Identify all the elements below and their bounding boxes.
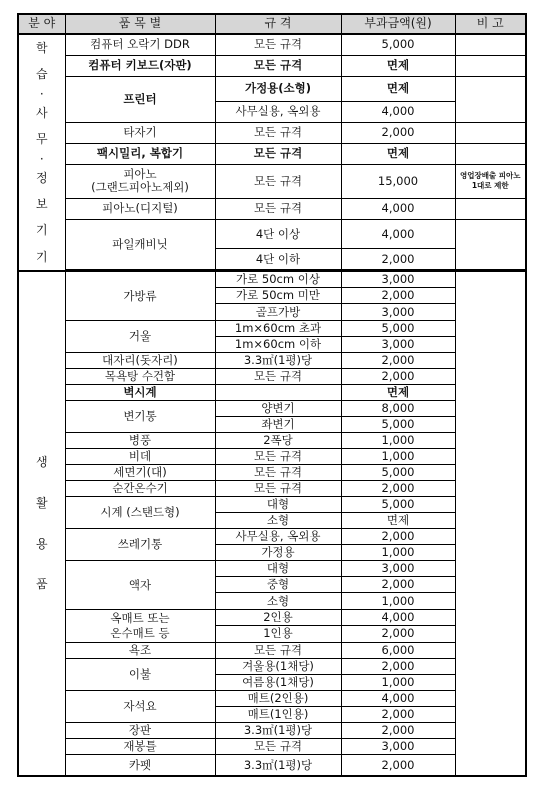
header-item: 품 목 별 (65, 14, 215, 34)
spec-cell: 모든 규격 (215, 55, 341, 76)
spec-cell: 좌변기 (215, 416, 341, 432)
spec-cell: 가로 50cm 미만 (215, 287, 341, 304)
amount-cell: 3,000 (341, 336, 455, 352)
spec-cell: 모든 규격 (215, 198, 341, 219)
note-cell (455, 122, 526, 143)
item-cell: 목욕탕 수건함 (65, 368, 215, 384)
amount-cell: 면제 (341, 55, 455, 76)
item-cell: 컴퓨터 오락기 DDR (65, 34, 215, 55)
spec-cell: 가정용(소형) (215, 76, 341, 101)
amount-cell: 2,000 (341, 287, 455, 304)
spec-cell: 가로 50cm 이상 (215, 271, 341, 287)
amount-cell: 4,000 (341, 198, 455, 219)
spec-cell: 사무실용, 옥외용 (215, 101, 341, 122)
amount-cell: 면제 (341, 76, 455, 101)
spec-cell: 모든 규격 (215, 448, 341, 464)
amount-cell: 4,000 (341, 690, 455, 706)
spec-cell: 모든 규격 (215, 164, 341, 198)
amount-cell: 5,000 (341, 34, 455, 55)
amount-cell: 5,000 (341, 496, 455, 512)
item-cell: 피아노 (그랜드피아노제외) (65, 164, 215, 198)
fee-table-container (17, 13, 525, 777)
item-cell: 타자기 (65, 122, 215, 143)
item-cell: 병풍 (65, 432, 215, 448)
amount-cell: 면제 (341, 384, 455, 400)
note-cell (455, 219, 526, 270)
item-cell: 액자 (65, 560, 215, 609)
amount-cell: 2,000 (341, 352, 455, 368)
amount-cell: 1,000 (341, 448, 455, 464)
item-cell: 대자리(돗자리) (65, 352, 215, 368)
item-cell: 이불 (65, 658, 215, 690)
spec-cell: 대형 (215, 560, 341, 576)
amount-cell: 2,000 (341, 722, 455, 738)
amount-cell: 2,000 (341, 658, 455, 674)
spec-cell: 매트(2인용) (215, 690, 341, 706)
amount-cell: 6,000 (341, 642, 455, 658)
note-cell (455, 76, 526, 122)
note-cell (455, 198, 526, 219)
note-cell (455, 55, 526, 76)
item-cell: 컴퓨터 키보드(자판) (65, 55, 215, 76)
item-cell: 쓰레기통 (65, 528, 215, 560)
spec-cell: 모든 규격 (215, 738, 341, 754)
field-household-goods: 생 활 용 품 (18, 271, 65, 776)
amount-cell: 1,000 (341, 593, 455, 610)
note-cell: 영업장배출 피아노 1대로 제한 (455, 164, 526, 198)
item-cell: 카펫 (65, 754, 215, 776)
amount-cell: 5,000 (341, 320, 455, 336)
amount-cell: 2,000 (341, 576, 455, 593)
item-cell: 거울 (65, 320, 215, 352)
note-cell (455, 271, 526, 776)
item-cell: 파일캐비닛 (65, 219, 215, 270)
spec-cell: 골프가방 (215, 304, 341, 321)
spec-cell: 겨울용(1채당) (215, 658, 341, 674)
amount-cell: 3,000 (341, 271, 455, 287)
spec-cell: 사무실용, 옥외용 (215, 528, 341, 544)
item-cell: 프린터 (65, 76, 215, 122)
amount-cell: 1,000 (341, 544, 455, 560)
note-cell (455, 143, 526, 164)
spec-cell: 2인용 (215, 610, 341, 626)
spec-cell: 가정용 (215, 544, 341, 560)
header-amount: 부과금액(원) (341, 14, 455, 34)
amount-cell: 1,000 (341, 432, 455, 448)
spec-cell: 3.3㎡(1평)당 (215, 352, 341, 368)
spec-cell: 모든 규격 (215, 480, 341, 496)
spec-cell: 모든 규격 (215, 122, 341, 143)
spec-cell: 양변기 (215, 400, 341, 416)
spec-cell: 3.3㎡(1평)당 (215, 754, 341, 776)
item-cell: 순간온수기 (65, 480, 215, 496)
spec-cell: 4단 이상 (215, 219, 341, 249)
spec-cell: 4단 이하 (215, 249, 341, 270)
header-note: 비 고 (455, 14, 526, 34)
spec-cell: 2폭당 (215, 432, 341, 448)
spec-cell (215, 384, 341, 400)
header-field: 분 야 (18, 14, 65, 34)
spec-cell: 중형 (215, 576, 341, 593)
fee-table (17, 13, 527, 777)
spec-cell: 모든 규격 (215, 368, 341, 384)
item-cell: 욕조 (65, 642, 215, 658)
spec-cell: 여름용(1채당) (215, 674, 341, 690)
spec-cell: 매트(1인용) (215, 706, 341, 722)
item-cell: 자석요 (65, 690, 215, 722)
amount-cell: 5,000 (341, 464, 455, 480)
amount-cell: 2,000 (341, 626, 455, 643)
amount-cell: 2,000 (341, 122, 455, 143)
amount-cell: 면제 (341, 143, 455, 164)
amount-cell: 3,000 (341, 560, 455, 576)
item-cell: 장판 (65, 722, 215, 738)
field-study-office: 학 습 · 사 무 · 정 보 기 기 (18, 34, 65, 271)
amount-cell: 2,000 (341, 480, 455, 496)
amount-cell: 면제 (341, 512, 455, 528)
spec-cell: 모든 규격 (215, 464, 341, 480)
item-cell: 피아노(디지털) (65, 198, 215, 219)
item-cell: 벽시계 (65, 384, 215, 400)
amount-cell: 2,000 (341, 754, 455, 776)
header-spec: 규 격 (215, 14, 341, 34)
note-cell (455, 34, 526, 55)
amount-cell: 2,000 (341, 368, 455, 384)
spec-cell: 대형 (215, 496, 341, 512)
amount-cell: 4,000 (341, 610, 455, 626)
item-cell: 시계 (스탠드형) (65, 496, 215, 528)
amount-cell: 3,000 (341, 738, 455, 754)
spec-cell: 모든 규격 (215, 642, 341, 658)
amount-cell: 4,000 (341, 219, 455, 249)
amount-cell: 1,000 (341, 674, 455, 690)
spec-cell: 소형 (215, 512, 341, 528)
item-cell: 세면기(대) (65, 464, 215, 480)
item-cell: 비데 (65, 448, 215, 464)
spec-cell: 3.3㎡(1평)당 (215, 722, 341, 738)
item-cell: 팩시밀리, 복합기 (65, 143, 215, 164)
spec-cell: 1m×60cm 이하 (215, 336, 341, 352)
amount-cell: 3,000 (341, 304, 455, 321)
amount-cell: 2,000 (341, 706, 455, 722)
amount-cell: 8,000 (341, 400, 455, 416)
item-cell: 옥매트 또는 온수매트 등 (65, 610, 215, 643)
spec-cell: 모든 규격 (215, 34, 341, 55)
item-cell: 재봉틀 (65, 738, 215, 754)
item-cell: 변기통 (65, 400, 215, 432)
spec-cell: 1인용 (215, 626, 341, 643)
amount-cell: 2,000 (341, 249, 455, 270)
spec-cell: 소형 (215, 593, 341, 610)
amount-cell: 5,000 (341, 416, 455, 432)
amount-cell: 2,000 (341, 528, 455, 544)
spec-cell: 1m×60cm 초과 (215, 320, 341, 336)
amount-cell: 15,000 (341, 164, 455, 198)
item-cell: 가방류 (65, 271, 215, 320)
amount-cell: 4,000 (341, 101, 455, 122)
spec-cell: 모든 규격 (215, 143, 341, 164)
